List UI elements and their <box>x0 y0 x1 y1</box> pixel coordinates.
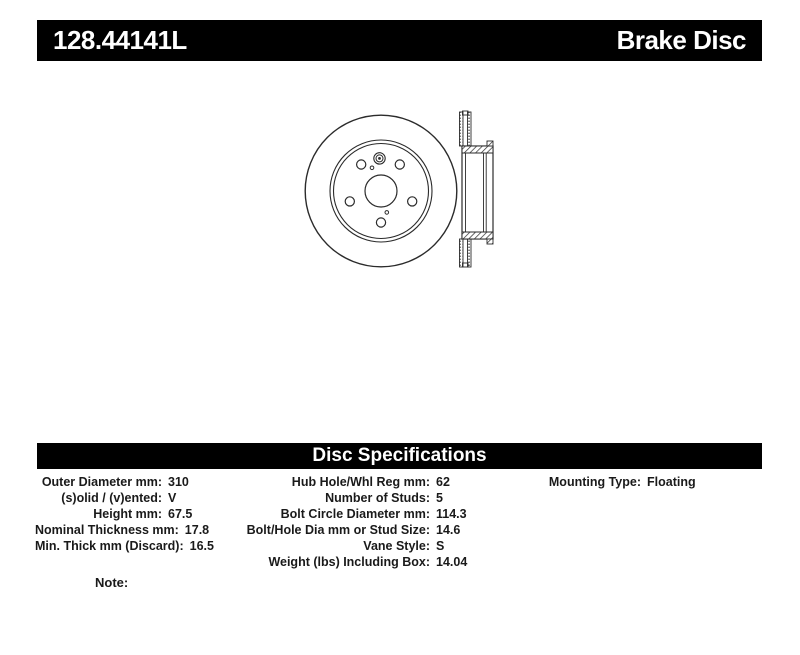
spec-label: Mounting Type: <box>548 475 641 489</box>
note-label: Note: <box>95 575 129 590</box>
spec-value: 16.5 <box>189 539 214 553</box>
specs-column-middle <box>233 474 467 570</box>
disc-cross-section-view <box>460 111 494 267</box>
spec-value: V <box>168 491 177 505</box>
spec-value: 17.8 <box>184 523 210 537</box>
spec-label: Min. Thick mm (Discard): <box>35 539 184 553</box>
spec-row-number-of-studs <box>233 490 467 506</box>
spec-value: 14.6 <box>436 523 461 537</box>
spec-row-min-thickness <box>35 538 214 554</box>
spec-value: S <box>436 539 445 553</box>
spec-row-outer-diameter <box>35 474 214 490</box>
disc-specifications-bar <box>37 443 762 469</box>
spec-row-height <box>35 506 214 522</box>
spec-label: Outer Diameter mm: <box>41 475 162 489</box>
spec-value: 5 <box>436 491 443 505</box>
spec-value: Floating <box>647 475 696 489</box>
spec-row-nominal-thickness <box>35 522 214 538</box>
spec-label: Hub Hole/Whl Reg mm: <box>291 475 430 489</box>
spec-label: Nominal Thickness mm: <box>35 523 179 537</box>
spec-row-weight <box>233 554 467 570</box>
spec-row-bolt-circle-diameter <box>233 506 467 522</box>
disc-front-view <box>305 115 457 267</box>
spec-label: Bolt/Hole Dia mm or Stud Size: <box>246 523 430 537</box>
spec-row-vane-style <box>233 538 467 554</box>
spec-row-mounting-type <box>538 474 696 490</box>
spec-label: Weight (lbs) Including Box: <box>268 555 430 569</box>
specs-column-left <box>35 474 214 554</box>
spec-label: Bolt Circle Diameter mm: <box>280 507 430 521</box>
spec-value: 62 <box>436 475 450 489</box>
spec-value: 14.04 <box>436 555 468 569</box>
spec-label: (s)olid / (v)ented: <box>61 491 162 505</box>
specs-column-right <box>538 474 696 490</box>
part-number: 128.44141L <box>53 25 187 55</box>
spec-value: 67.5 <box>168 507 193 521</box>
spec-label: Number of Studs: <box>325 491 430 505</box>
spec-row-hub-hole <box>233 474 467 490</box>
product-type-title: Brake Disc <box>616 25 746 55</box>
section-title: Disc Specifications <box>312 445 487 466</box>
spec-row-bolt-hole-dia <box>233 522 467 538</box>
spec-value: 114.3 <box>436 507 467 521</box>
spec-label: Vane Style: <box>363 539 430 553</box>
spec-row-solid-vented <box>35 490 214 506</box>
hub-register-rings <box>374 153 385 164</box>
spec-label: Height mm: <box>93 507 162 521</box>
spec-value: 310 <box>168 475 189 489</box>
